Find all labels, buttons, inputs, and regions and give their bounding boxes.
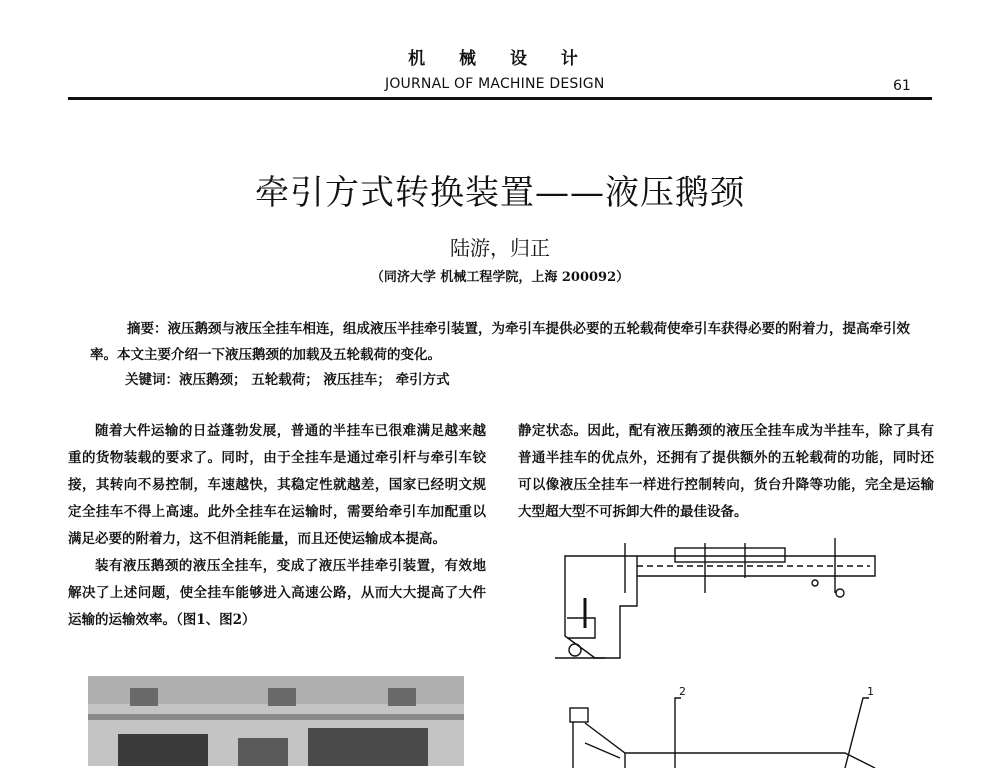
keywords bbox=[125, 368, 450, 388]
abstract-text: 液压鹅颈与液压全挂车相连，组成液压半挂牵引装置，为牵引车提供必要的五轮载荷使牵引车获得必要的附着力，提高牵引效率。本文主要介绍一下液压鹅颈的加载及五轮载荷的变化。 bbox=[90, 321, 910, 363]
article-title: 牵引方式转换装置——液压鹅颈 bbox=[255, 173, 745, 213]
paragraph: 随着大件运输的日益蓬勃发展，普通的半挂车已很难满足越来越重的货物装载的要求了。同时，由于全挂车是通过牵引杆与牵引车铰接，其转向不易控制，车速越快，其稳定性就越差，国家已经明文规定全挂车不得上高速。此外全挂车在运输时，需要给牵引车加配重以满足必要的附着力，这不但消耗能量，而且还使运输成本提高。 bbox=[68, 423, 486, 547]
figure-photo bbox=[88, 676, 464, 766]
gooseneck-drawing bbox=[545, 538, 895, 768]
keywords-text: 液压鹅颈； 五轮载荷； 液压挂车； 牵引方式 bbox=[179, 372, 450, 388]
paragraph: 装有液压鹅颈的液压全挂车，变成了液压半挂牵引装置，有效地解决了上述问题，使全挂车能够进入高速公路，从而大大提高了大件运输的运输效率。（图1、图2） bbox=[68, 558, 486, 628]
page-number: 61 bbox=[893, 78, 911, 94]
body-column-left bbox=[68, 418, 486, 634]
keywords-label: 关键词： bbox=[125, 372, 179, 388]
article-authors: 陆游，归正 bbox=[450, 236, 550, 260]
figure-label-2: 2 bbox=[679, 685, 686, 698]
abstract-label: 摘要： bbox=[127, 321, 168, 337]
article-affiliation: （同济大学 机械工程学院，上海 200092） bbox=[370, 270, 630, 285]
body-column-right bbox=[518, 418, 934, 526]
abstract bbox=[90, 316, 930, 368]
figure-label-1: 1 bbox=[867, 685, 874, 698]
paragraph: 静定状态。因此，配有液压鹅颈的液压全挂车成为半挂车，除了具有普通半挂车的优点外，还拥有了提供额外的五轮载荷的功能，同时还可以像液压全挂车一样进行控制转向，货台升降等功能，完全是运输大型超大型不可拆卸大件的最佳设备。 bbox=[518, 423, 934, 520]
figure-diagram bbox=[545, 538, 895, 768]
journal-title-en: JOURNAL OF MACHINE DESIGN bbox=[385, 76, 605, 92]
photo-graphic bbox=[88, 676, 464, 766]
journal-title-cn: 机 械 设 计 bbox=[408, 49, 592, 69]
header-rule bbox=[68, 97, 932, 100]
